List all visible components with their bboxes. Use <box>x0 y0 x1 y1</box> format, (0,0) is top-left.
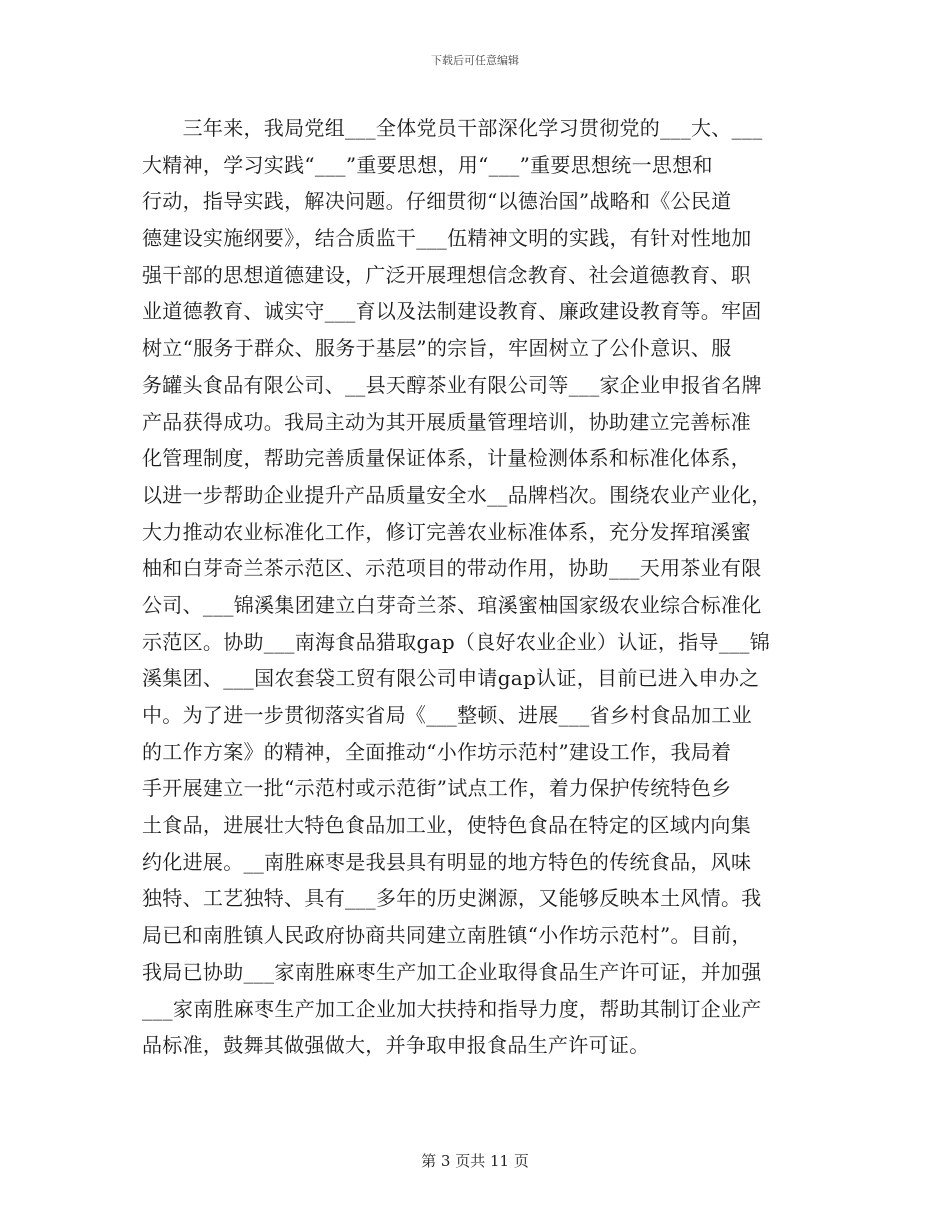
text-line: 柚和白芽奇兰茶示范区、示范项目的带动作用，协助___天用茶业有限 <box>142 556 762 581</box>
text-line: 大力推动农业标准化工作，修订完善农业标准体系，充分发挥琯溪蜜 <box>142 519 751 544</box>
document-body <box>142 110 808 1064</box>
text-line: 土食品，进展壮大特色食品加工业，使特色食品在特定的区域内向集 <box>142 813 751 838</box>
text-line: 化管理制度，帮助完善质量保证体系，计量检测体系和标准化体系， <box>142 446 751 471</box>
text-line: 中。为了进一步贯彻落实省局《___整顿、进展___省乡村食品加工业 <box>142 703 752 727</box>
text-line: ___家南胜麻枣生产加工企业加大扶持和指导力度，帮助其制订企业产 <box>142 996 762 1021</box>
text-line: 强干部的思想道德建设，广泛开展理想信念教育、社会道德教育、职 <box>142 262 751 287</box>
text-line: 务罐头食品有限公司、__县天醇茶业有限公司等___家企业申报省名牌 <box>142 372 762 397</box>
page-header: 下载后可任意编辑 <box>431 54 519 67</box>
text-line: 公司、___锦溪集团建立白芽奇兰茶、琯溪蜜柚国家级农业综合标准化 <box>142 592 762 617</box>
text-line: 我局已协助___家南胜麻枣生产加工企业取得食品生产许可证，并加强 <box>142 959 762 984</box>
text-line: 三年来，我局党组___全体党员干部深化学习贯彻党的___大、___ <box>142 116 763 140</box>
page-number: 第 3 页共 11 页 <box>421 1152 529 1170</box>
text-line: 约化进展。__南胜麻枣是我县具有明显的地方特色的传统食品，风味 <box>142 849 752 874</box>
text-line: 业道德教育、诚实守___育以及法制建设教育、廉政建设教育等。牢固 <box>142 299 762 324</box>
text-line: 产品获得成功。我局主动为其开展质量管理培训，协助建立完善标准 <box>142 409 751 434</box>
text-line: 溪集团、___国农套袋工贸有限公司申请gap认证，目前已进入申办之 <box>142 666 760 691</box>
text-line: 的工作方案》的精神，全面推动“小作坊示范村”建设工作，我局着 <box>142 739 732 764</box>
text-line: 树立“服务于群众、服务于基层”的宗旨，牢固树立了公仆意识、服 <box>142 336 732 361</box>
text-line: 独特、工艺独特、具有___多年的历史渊源，又能够反映本土风情。我 <box>142 886 762 911</box>
text-line: 德建设实施纲要》，结合质监干___伍精神文明的实践，有针对性地加 <box>142 226 752 251</box>
text-line: 行动，指导实践，解决问题。仔细贯彻“以德治国”战略和《公民道 <box>142 189 732 214</box>
text-line: 品标准，鼓舞其做强做大，并争取申报食品生产许可证。 <box>142 1033 650 1058</box>
text-line: 示范区。协助___南海食品猎取gap（良好农业企业）认证，指导___锦 <box>142 629 771 654</box>
text-line: 以进一步帮助企业提升产品质量安全水__品牌档次。围绕农业产业化， <box>142 482 772 507</box>
text-line: 局已和南胜镇人民政府协商共同建立南胜镇“小作坊示范村”。目前， <box>142 923 752 948</box>
text-line: 大精神，学习实践“___”重要思想，用“___”重要思想统一思想和 <box>142 152 713 177</box>
text-line: 手开展建立一批“示范村或示范街”试点工作，着力保护传统特色乡 <box>142 776 732 801</box>
